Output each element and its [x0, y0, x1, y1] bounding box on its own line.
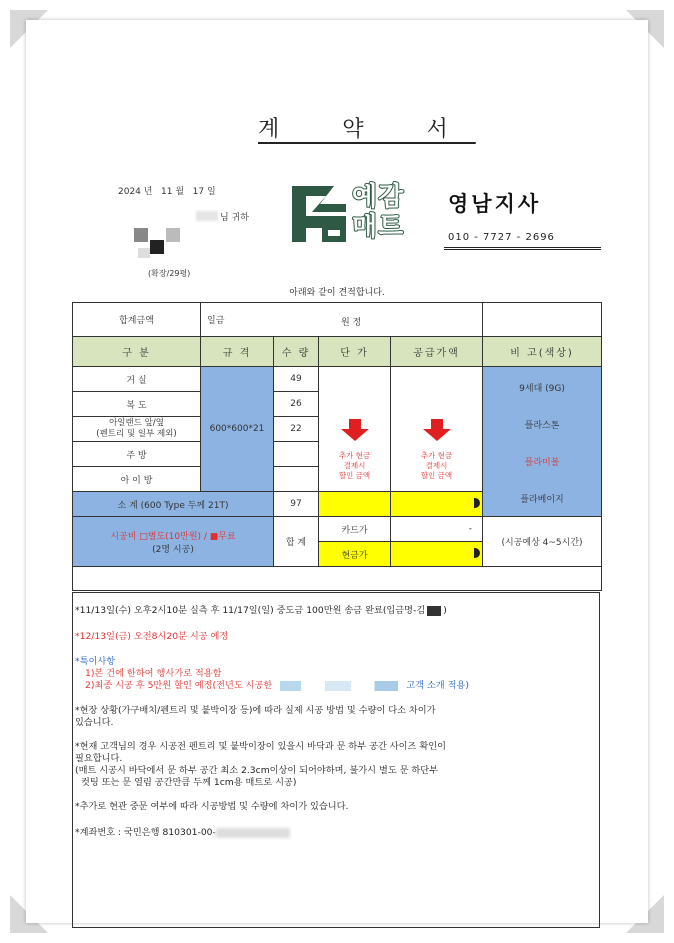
blank-cell [73, 567, 602, 591]
row-name: 아 이 방 [73, 467, 201, 492]
subtotal-label: 소 계 (600 Type 두께 21T) [73, 492, 274, 517]
row-name: 아일랜드 앞/옆 (펜트리 및 일부 제외) [73, 417, 201, 442]
amount-prefix: 일금 [207, 316, 225, 326]
header-unit-price: 단 가 [319, 337, 391, 367]
note-account [75, 826, 290, 839]
recipient-note: (확장/29평) [148, 269, 191, 278]
logo-text-bottom: 매트 [352, 212, 405, 242]
redacted-account [216, 828, 290, 838]
card-price-row [73, 517, 602, 542]
row-qty: 49 [274, 367, 319, 392]
unit-price-cell [319, 367, 391, 492]
unit-price-note: 추가 현금 결제시 할인 금액 [338, 451, 371, 480]
install-cost-cell [73, 517, 274, 567]
arrow-down-icon [341, 419, 369, 441]
note-special-2 [85, 679, 469, 692]
note-line [75, 604, 447, 617]
note-schedule: *12/13일(금) 오전8시20분 시공 예정 [75, 631, 229, 642]
note-mat-cont: 컷팅 또는 문 열림 공간만큼 두께 1cm용 매트로 시공) [81, 777, 297, 788]
total-amount-row [73, 303, 602, 337]
remark-item: 플라베이지 [520, 495, 564, 505]
note-pantry-cont: 필요합니다. [75, 753, 123, 764]
recipient-suffix: 님 귀하 [220, 213, 249, 223]
arrow-down-icon [423, 419, 451, 441]
card-price-label: 카드가 [319, 517, 391, 542]
branch-name: 영남지사 [448, 192, 542, 216]
subtotal-supply-amount [391, 492, 483, 517]
row-name: 거 실 [73, 367, 201, 392]
document-title: 계 약 서 [258, 117, 476, 142]
grand-total-label: 합 계 [274, 517, 319, 567]
install-cost-line2: (2명 시공) [152, 544, 194, 555]
blank-row [73, 567, 602, 591]
note-special-2-tail: 고객 소개 적용) [406, 680, 469, 691]
remark-item: 9세대 (9G) [519, 384, 565, 394]
remarks-cell [483, 367, 602, 517]
note-mat: (매트 시공시 바닥에서 문 하부 공간 최소 2.3cm이상이 되어야하며, 불가시 별도 문 하단부 [75, 765, 439, 776]
total-amount-label: 합계금액 [73, 303, 201, 337]
cash-price-label: 현금가 [319, 542, 391, 567]
branch-phone: 010 - 7727 - 2696 [448, 232, 555, 243]
row-name: 주 방 [73, 442, 201, 467]
note-special-heading: *특이사항 [75, 656, 116, 667]
amount-suffix: 원 정 [341, 318, 362, 328]
notes-box [72, 592, 600, 928]
supply-amount-note: 추가 현금 결제시 할인 금액 [420, 451, 453, 480]
estimate-line: 아래와 같이 견적합니다. [289, 288, 385, 298]
header-category: 구 분 [73, 337, 201, 367]
remark-item: 플라스톤 [524, 421, 560, 431]
contract-date: 2024 년 11 월 17 일 [118, 187, 216, 197]
note-entrance: *추가로 현관 중문 여부에 따라 시공방법 및 수량에 차이가 있습니다. [75, 801, 349, 812]
header-remarks: 비 고(색상) [483, 337, 602, 367]
branch-underline [444, 247, 601, 250]
logo-text-top: 예감 [352, 182, 405, 212]
row-name: 복 도 [73, 392, 201, 417]
company-logo [290, 182, 436, 246]
redacted-depositor [427, 606, 441, 616]
header-spec: 규 격 [201, 337, 274, 367]
redacted-name [196, 211, 218, 221]
note-measure: *11/13일(수) 오후2시10분 실측 후 11/17일(일) 중도금 100만원 송금 완료(입금명-김 [75, 605, 426, 616]
remark-item: 플라미볼 [524, 458, 560, 468]
subtotal-qty: 97 [274, 492, 319, 517]
row-qty [274, 442, 319, 467]
note-site: *현장 상황(가구배치/펜트리 및 붙박이장 등)에 따라 실제 시공 방법 및 수량이 다소 차이가 [75, 705, 436, 716]
note-special-2-text: 2)최종 시공 후 5만원 할인 예정(전년도 시공한 [85, 680, 273, 691]
note-special-1: 1)본 건에 한하여 행사가로 적용함 [85, 668, 222, 679]
total-amount-cell [201, 303, 483, 337]
card-price-value: - [391, 517, 483, 542]
header-row [73, 337, 602, 367]
total-amount-empty [483, 303, 602, 337]
row-qty: 22 [274, 417, 319, 442]
install-schedule: (시공예상 4~5시간) [483, 517, 602, 567]
table-row [73, 367, 602, 392]
spec-cell: 600*600*21 [201, 367, 274, 492]
redacted-referrer [280, 681, 398, 691]
subtotal-unit-price [319, 492, 391, 517]
supply-amount-cell [391, 367, 483, 492]
note-account-text: *계좌번호 : 국민은행 810301-00- [75, 827, 216, 838]
redacted-address [128, 228, 188, 266]
cash-price-value [391, 542, 483, 567]
note-measure-tail: ) [443, 605, 447, 616]
row-qty [274, 467, 319, 492]
quote-table [72, 302, 602, 591]
note-site-cont: 있습니다. [75, 717, 114, 728]
header-qty: 수 량 [274, 337, 319, 367]
row-qty: 26 [274, 392, 319, 417]
install-cost-line1: 시공비 □별도(10만원) / ■무료 [110, 531, 236, 542]
note-pantry: *현재 고객님의 경우 시공전 펜트리 및 붙박이장이 있을시 바닥과 문 하부 공간 사이즈 확인이 [75, 741, 446, 752]
header-supply-amount: 공급가액 [391, 337, 483, 367]
